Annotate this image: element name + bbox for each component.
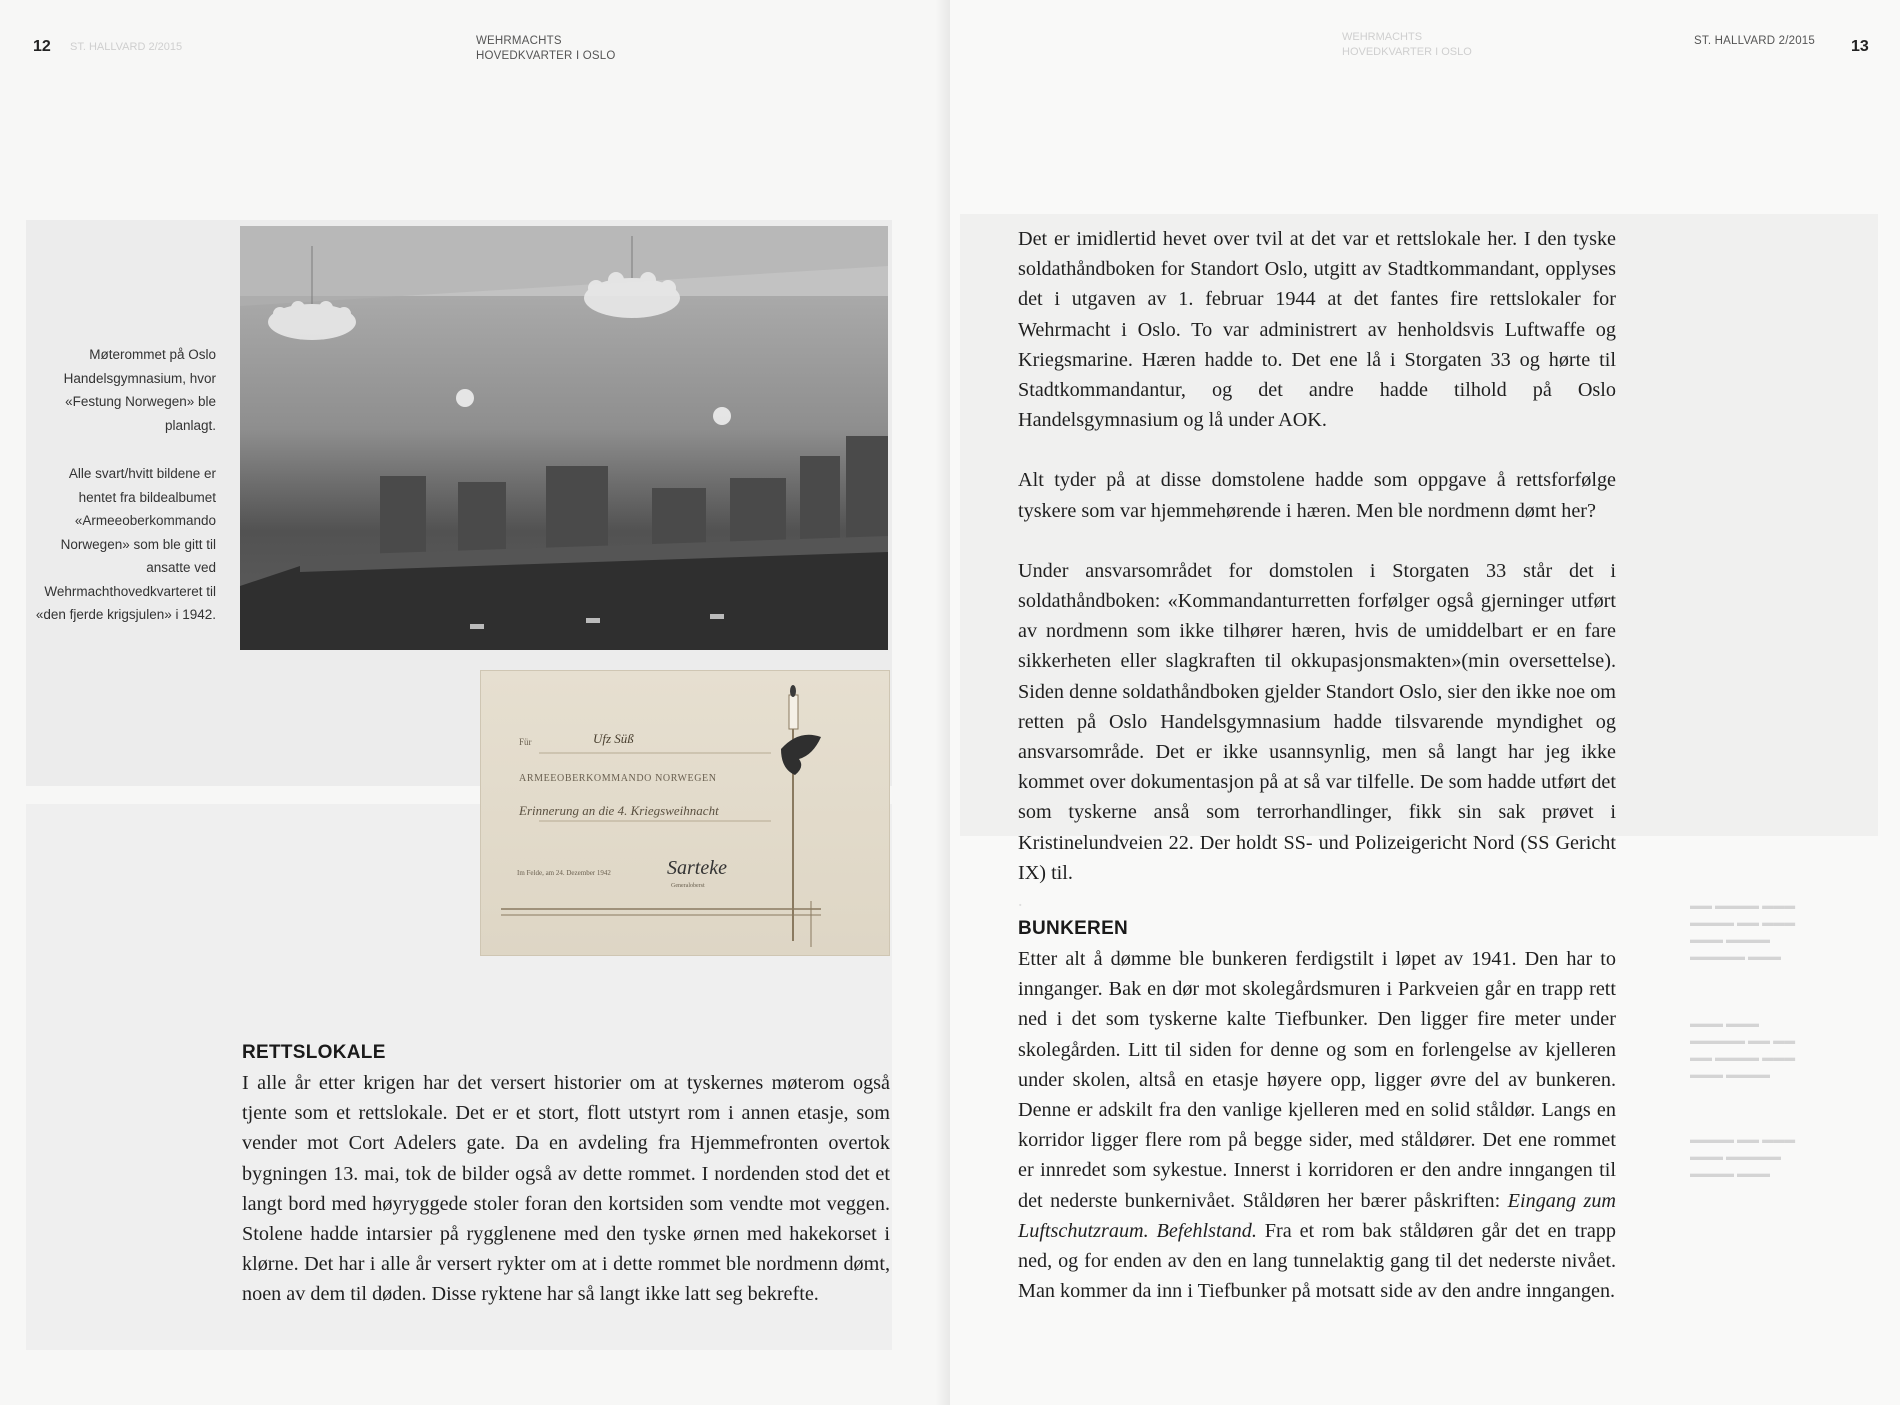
- meeting-room-photo: [240, 226, 888, 650]
- right-running-title: ST. HALLVARD 2/2015: [1694, 35, 1815, 47]
- ghost-show-through-right: WEHRMACHTS HOVEDKVARTER I OSLO: [1342, 31, 1472, 58]
- paragraph-2: Alt tyder på at disse domstolene hadde som oppgave å rettsforfølge tyskere som var hjemmehørende i hæren. Men ble nordmenn dømt her?: [1018, 469, 1616, 522]
- right-page-number: 13: [1851, 38, 1869, 55]
- photo-caption-2: Alle svart/hvitt bildene er hentet fra bildealbumet «Armeeoberkommando Norwegen» som ble gitt til ansatte ved Wehrmachthovedkvarteret til «den fjerde krigsjulen» i 1942.: [35, 466, 216, 622]
- section-text-bunkeren: [1018, 944, 1616, 1306]
- certificate-name: Ufz Süß: [593, 731, 634, 746]
- certificate-signature-title: Generaloberst: [671, 883, 705, 889]
- right-body-column: [1018, 224, 1616, 888]
- bunkeren-paragraph: [1018, 944, 1616, 1306]
- certificate-photo: [480, 670, 890, 956]
- show-through-caption: ▬▬ ▬▬▬▬ ▬▬▬ ▬▬▬▬ ▬▬ ▬▬▬ ▬▬▬ ▬▬▬▬ ▬▬▬▬▬ ▬▬▬: [1690, 900, 1796, 963]
- photo-caption-1: Møterommet på Oslo Handelsgymnasium, hvor «Festung Norwegen» ble planlagt.: [63, 347, 216, 433]
- bunkeren-sign-text: Eingang zum Luftschutzraum. Befehlstand.: [1018, 1189, 1617, 1242]
- running-title-line-2: HOVEDKVARTER I OSLO: [476, 50, 616, 62]
- left-page-number: 12: [33, 38, 51, 55]
- show-through-caption-2: ▬▬▬ ▬▬▬ ▬▬▬▬▬ ▬▬ ▬▬ ▬▬ ▬▬▬▬ ▬▬▬ ▬▬▬ ▬▬▬▬: [1690, 1018, 1796, 1081]
- certificate-org: ARMEEOBERKOMMANDO NORWEGEN: [519, 773, 717, 784]
- left-running-title: [476, 34, 616, 64]
- certificate-prefix: Für: [519, 737, 532, 747]
- bunkeren-text-end: Fra et rom bak ståldøren går det en trapp ned, og for enden av den en lang tunnelaktig gang til det nederste nivået. Man kommer da inn i Tiefbunker på motsatt side av den andre inngangen.: [1018, 1219, 1616, 1303]
- ghost-show-through: ST. HALLVARD 2/2015: [70, 41, 183, 53]
- show-through-line: .: [1018, 890, 1023, 910]
- certificate-date: Im Felde, am 24. Dezember 1942: [517, 869, 611, 877]
- show-through-caption-3: ▬▬▬▬ ▬▬ ▬▬▬ ▬▬▬ ▬▬▬▬▬ ▬▬▬▬ ▬▬▬: [1690, 1134, 1796, 1180]
- paragraph-3: Under ansvarsområdet for domstolen i Storgaten 33 står det i soldathåndboken: «Kommandanturretten forfølger også gjerninger utført av nordmenn som ikke tilhører hæren, hvis de umiddelbart er en fare sikkerheten eller slagkraften til okkupasjonsmakten»(min oversettelse). Siden denne soldathåndboken gjelder Standort Oslo, sier den ikke noe om retten på Oslo Handelsgymnasium hadde tilsvarende myndighet og ansvarsområde. Det er ikke usannsynlig, men så langt har jeg ikke kommet over dokumentasjon på at så var tilfelle. De som hadde utført det som tyskerne anså som terrorhandlinger, fikk sin sak prøvet i Kristinelundveien 22. Der holdt SS- und Polizeigericht Nord (SS Gericht IX) til.: [1018, 559, 1616, 884]
- certificate-memory: Erinnerung an die 4. Kriegsweihnacht: [519, 803, 719, 818]
- section-heading-rettslokale: RETTSLOKALE: [242, 1042, 386, 1063]
- section-text-rettslokale: [242, 1068, 890, 1310]
- right-page: [950, 0, 1900, 1405]
- rettslokale-paragraph: I alle år etter krigen har det versert historier om at tyskernes møterom også tjente som et rettslokale. Det er et stort, flott utstyrt rom i annen etasje, som vender mot Cort Adelers gate. Da en avdeling fra Hjemmefronten overtok bygningen 13. mai, tok de bilder også av dette rommet. I nordenden stod det et langt bord med høyryggede stoler foran den kortsiden som vendte mot veggen. Stolene hadde intarsier på rygglenene med den tyske ørnen med hakekorset i klørne. Det har i alle år versert rykter om at i dette rommet ble nordmenn dømt, noen av dem til døden. Disse ryktene har så langt ikke latt seg bekrefte.: [242, 1072, 890, 1306]
- bunkeren-text-start: Etter alt å dømme ble bunkeren ferdigstilt i løpet av 1941. Den har to innganger. Bak en dør mot skolegårdsmuren i Parkveien går en trapp rett ned i det som tyskerne kalte Tiefbunker. Den ligger fire meter under skolegården. Litt til siden for denne og som en forlengelse av kjelleren under skolen, altså en etasje høyere opp, ligger øvre del av bunkeren. Denne er adskilt fra den vanlige kjelleren med en solid ståldør. Langs en korridor ligger flere rom på begge sider, med ståldører. Det ene rommet er innredet som sykestue. Innerst i korridoren er den andre inngangen til det nederste bunkernivået. Ståldøren her bærer påskriften:: [1018, 948, 1616, 1212]
- running-title-line-1: WEHRMACHTS: [476, 35, 562, 47]
- meeting-room-illustration: [240, 226, 888, 650]
- paragraph-1: Det er imidlertid hevet over tvil at det var et rettslokale her. I den tyske soldathåndboken for Standort Oslo, utgitt av Stadtkommandant, opplyses det i utgaven av 1. februar 1944 at det fantes fire rettslokaler for Wehrmacht i Oslo. To var administrert av henholdsvis Luftwaffe og Kriegsmarine. Hæren hadde to. Det ene lå i Storgaten 33 og hørte til Stadtkommandantur, og det andre hadde tilhold på Oslo Handelsgymnasium og lå under AOK.: [1018, 228, 1616, 432]
- certificate-signature: Sarteke: [667, 857, 727, 879]
- section-heading-bunkeren: BUNKEREN: [1018, 918, 1129, 939]
